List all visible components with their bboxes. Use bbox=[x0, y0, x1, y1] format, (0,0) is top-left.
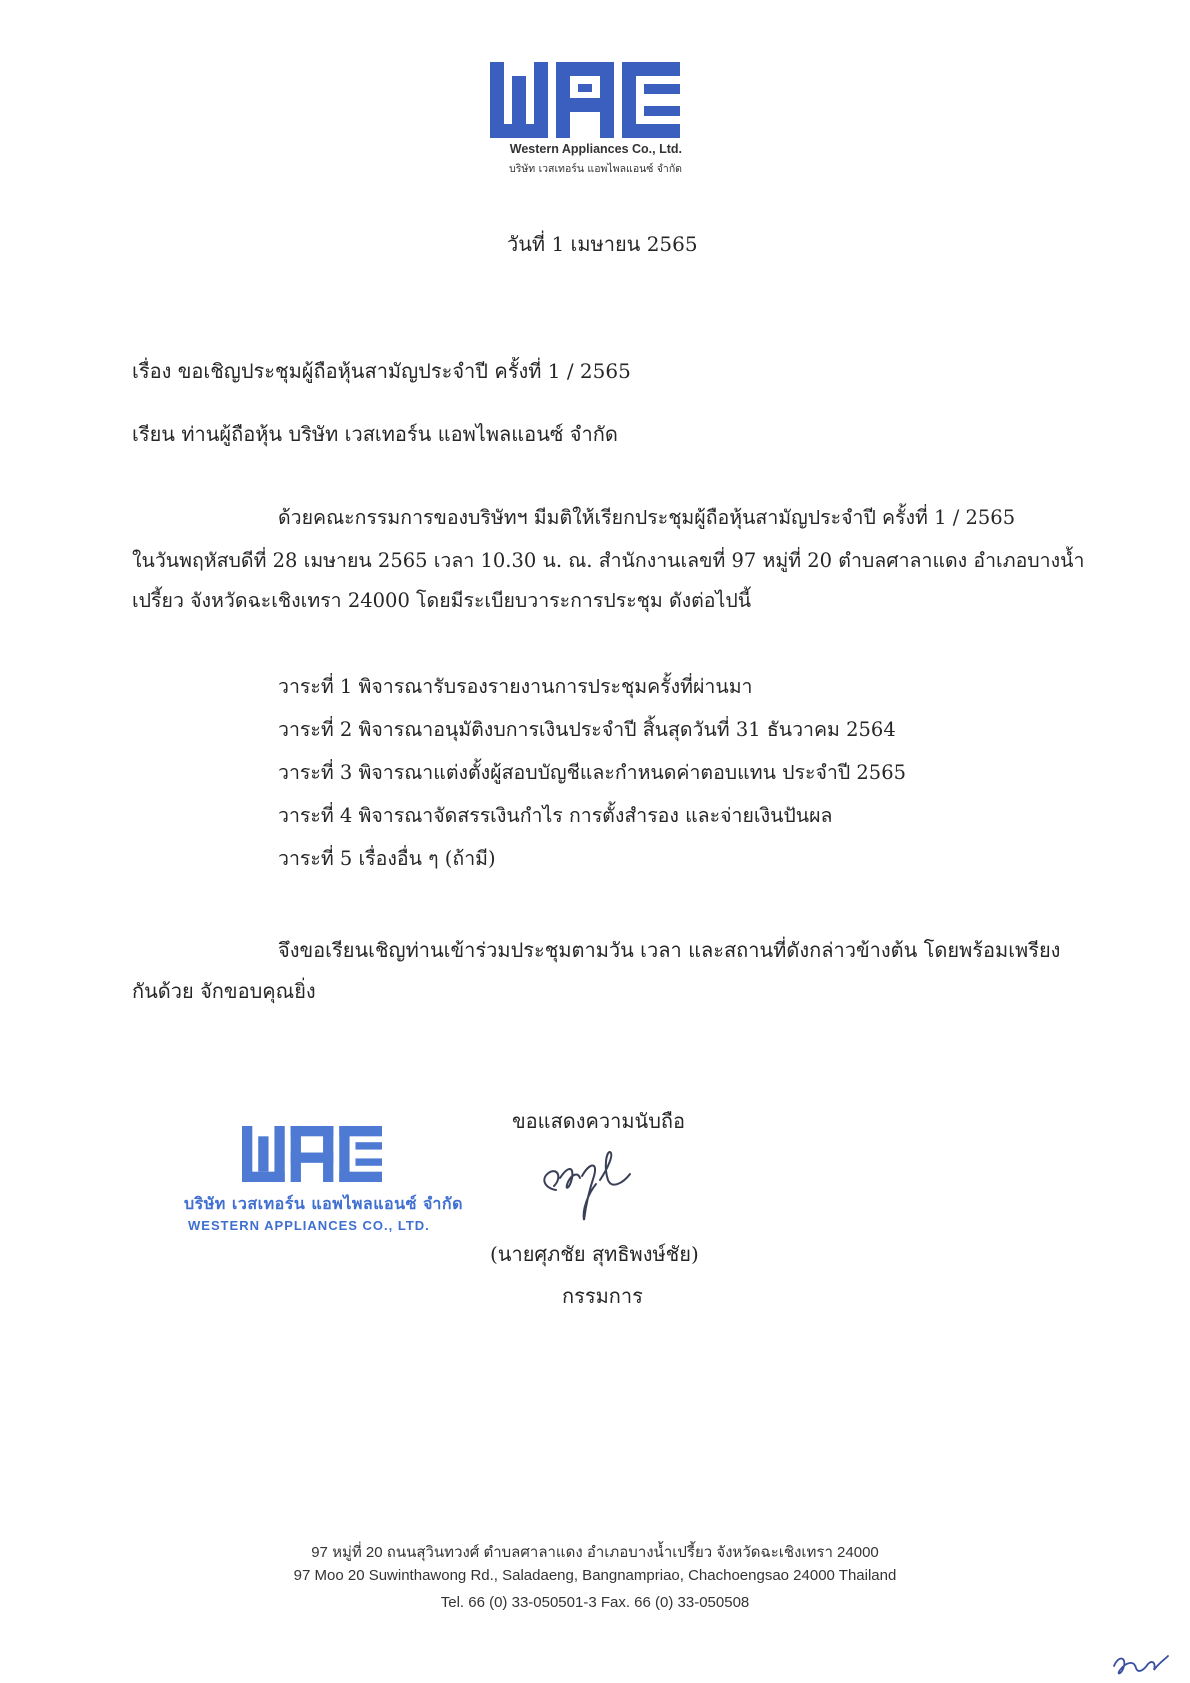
footer-address-en: 97 Moo 20 Suwinthawong Rd., Saladaeng, Bangnampriao, Chachoengsao 24000 Thailand bbox=[293, 1567, 897, 1584]
company-name-en: Western Appliances Co., Ltd. bbox=[509, 142, 682, 156]
initials-mark bbox=[1110, 1652, 1170, 1680]
agenda-item: วาระที่ 3 พิจารณาแต่งตั้งผู้สอบบัญชีและกำหนดค่าตอบแทน ประจำปี 2565 bbox=[278, 761, 907, 784]
agenda-item: วาระที่ 5 เรื่องอื่น ๆ (ถ้ามี) bbox=[278, 847, 496, 870]
footer-contact: Tel. 66 (0) 33-050501-3 Fax. 66 (0) 33-050508 bbox=[440, 1594, 750, 1611]
letter-date: วันที่ 1 เมษายน 2565 bbox=[507, 232, 698, 256]
company-name-th: บริษัท เวสเทอร์น แอพไพลแอนซ์ จำกัด bbox=[509, 163, 682, 175]
paragraph-line: เปรี้ยว จังหวัดฉะเชิงเทรา 24000 โดยมีระเบียบวาระการประชุม ดังต่อไปนี้ bbox=[132, 589, 752, 612]
complimentary-close: ขอแสดงความนับถือ bbox=[512, 1109, 686, 1133]
stamp-company-th: บริษัท เวสเทอร์น แอพไพลแอนซ์ จำกัด bbox=[184, 1194, 463, 1213]
stamp-company-en: WESTERN APPLIANCES CO., LTD. bbox=[188, 1218, 430, 1233]
agenda-item: วาระที่ 4 พิจารณาจัดสรรเงินกำไร การตั้งสำรอง และจ่ายเงินปันผล bbox=[278, 804, 833, 827]
agenda-item: วาระที่ 2 พิจารณาอนุมัติงบการเงินประจำปี สิ้นสุดวันที่ 31 ธันวาคม 2564 bbox=[278, 718, 896, 741]
paragraph-line: ในวันพฤหัสบดีที่ 28 เมษายน 2565 เวลา 10.30 น. ณ. สำนักงานเลขที่ 97 หมู่ที่ 20 ตำบลศาลาแดง อำเภอบางน้ำ bbox=[132, 549, 1085, 572]
letter-salutation: เรียน ท่านผู้ถือหุ้น บริษัท เวสเทอร์น แอพไพลแอนซ์ จำกัด bbox=[132, 422, 618, 446]
closing-paragraph-line: จึงขอเรียนเชิญท่านเข้าร่วมประชุมตามวัน เวลา และสถานที่ดังกล่าวข้างต้น โดยพร้อมเพรียง bbox=[278, 938, 1061, 962]
paragraph-line: ด้วยคณะกรรมการของบริษัทฯ มีมติให้เรียกประชุมผู้ถือหุ้นสามัญประจำปี ครั้งที่ 1 / 2565 bbox=[278, 506, 1016, 529]
company-stamp bbox=[170, 1122, 490, 1242]
stamp-logo bbox=[228, 1126, 396, 1182]
letter-subject: เรื่อง ขอเชิญประชุมผู้ถือหุ้นสามัญประจำปี ครั้งที่ 1 / 2565 bbox=[132, 359, 631, 383]
wac-logo bbox=[490, 62, 680, 138]
agenda-item: วาระที่ 1 พิจารณารับรองรายงานการประชุมครั้งที่ผ่านมา bbox=[278, 675, 753, 698]
closing-paragraph-line: กันด้วย จักขอบคุณยิ่ง bbox=[132, 979, 316, 1003]
footer-address-th: 97 หมู่ที่ 20 ถนนสุวินทวงศ์ ตำบลศาลาแดง อำเภอบางน้ำเปรี้ยว จังหวัดฉะเชิงเทรา 24000 bbox=[311, 1544, 879, 1561]
signer-name: (นายศุภชัย สุทธิพงษ์ชัย) bbox=[490, 1242, 699, 1266]
signer-position: กรรมการ bbox=[562, 1284, 643, 1308]
handwritten-signature bbox=[538, 1148, 648, 1228]
